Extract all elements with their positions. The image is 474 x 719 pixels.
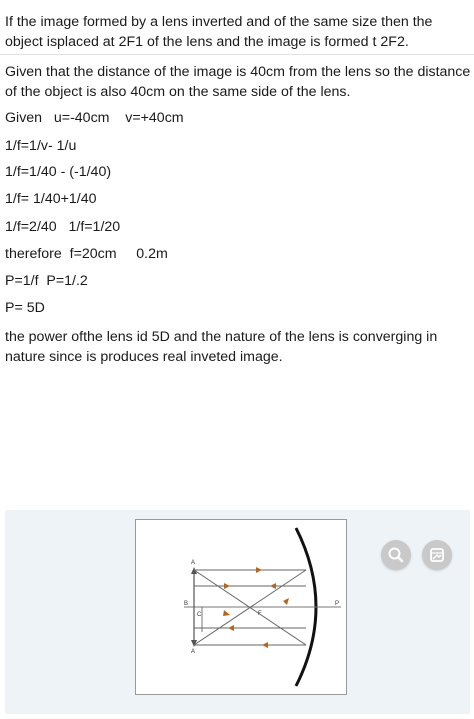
ray-arrowhead	[223, 610, 230, 616]
ray-diagram[interactable]	[135, 519, 347, 695]
expand-icon	[422, 540, 452, 570]
ray-arrowhead	[283, 598, 289, 605]
answer-paragraph-1: If the image formed by a lens inverted and of the same size then the object isplaced at 2F1 of the lens and the image is formed t 2F2.	[5, 14, 433, 50]
label-a-bottom: A	[191, 649, 196, 655]
ray-arrowhead	[224, 583, 230, 589]
equation-line: 1/f=1/v- 1/u	[5, 138, 77, 154]
power-result-line: P= 5D	[5, 300, 45, 316]
label-p: P	[335, 601, 340, 607]
equation-line: 1/f=1/40 - (-1/40)	[5, 164, 112, 180]
ray-arrowhead	[256, 567, 262, 573]
ray-arrowhead	[270, 583, 276, 589]
equation-line: 1/f=2/40 1/f=1/20	[5, 219, 121, 235]
label-b: B	[184, 601, 189, 607]
expand-button[interactable]	[422, 540, 452, 570]
focal-length-line: therefore f=20cm 0.2m	[5, 246, 168, 262]
answer-paragraph-2: Given that the distance of the image is 40cm from the lens so the distance of the object is also 40cm on the same side of the lens.	[5, 64, 471, 100]
label-f: F	[258, 611, 262, 617]
divider	[0, 54, 474, 55]
conclusion-paragraph: the power ofthe lens id 5D and the nature of the lens is converging in nature since is produces real inveted image.	[5, 329, 438, 365]
equation-line: 1/f= 1/40+1/40	[5, 191, 97, 207]
label-c: C	[197, 612, 202, 618]
given-line: Given u=-40cm v=+40cm	[5, 110, 184, 126]
search-icon	[381, 540, 411, 570]
zoom-button[interactable]	[381, 540, 411, 570]
ray-arrowhead	[262, 642, 268, 648]
label-a-top: A	[191, 560, 196, 566]
ray-diagram-svg	[136, 520, 346, 694]
power-formula-line: P=1/f P=1/.2	[5, 273, 88, 289]
ray-arrowhead	[228, 625, 234, 631]
